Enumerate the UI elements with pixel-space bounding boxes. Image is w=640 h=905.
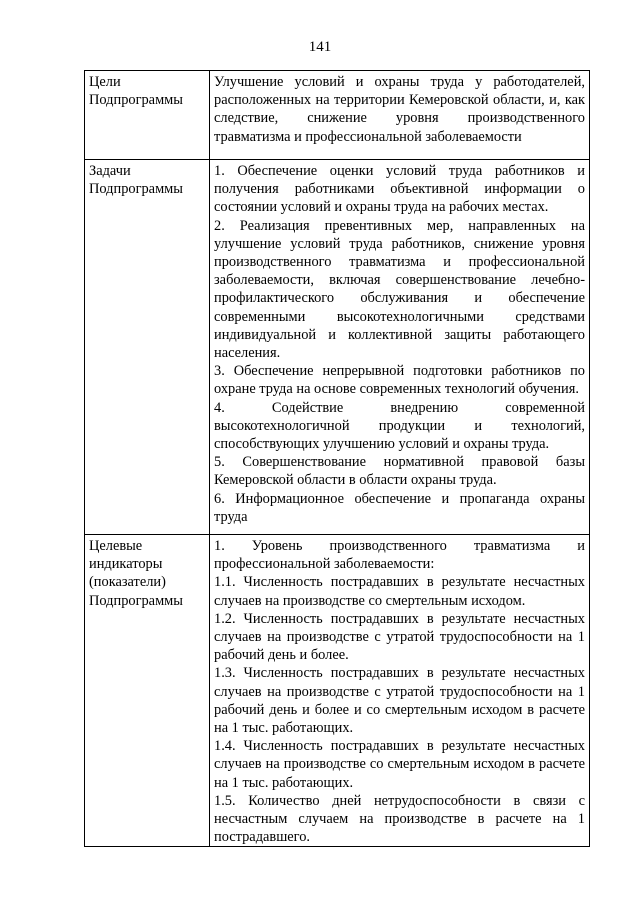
- indicator-item: 1. Уровень производственного травматизма и профессиональной заболеваемости:: [214, 538, 585, 573]
- row-label-line: индикаторы: [89, 556, 163, 573]
- table-row-goals: [85, 71, 590, 160]
- task-item: 4. Содействие внедрению современной высокотехнологичной продукции и технологий, способствующих улучшению условий и охраны труда.: [214, 399, 585, 453]
- page-number: 141: [308, 39, 332, 55]
- table-row-indicators: [85, 535, 590, 847]
- task-item: 3. Обеспечение непрерывной подготовки работников по охране труда на основе современных технологий обучения.: [214, 363, 585, 398]
- task-item: 2. Реализация превентивных мер, направленных на улучшение условий труда работников, снижение уровня производственного травматизма и профессиональной заболеваемости, включая совершенствование лечебно-профилактического обслуживания и обеспечение современными высокотехнологичными средствами индивидуальной и коллективной защиты работающего населения.: [214, 217, 585, 362]
- row-label-line: Подпрограммы: [89, 181, 183, 198]
- row-label-line: Задачи: [89, 163, 131, 179]
- paragraph: Улучшение условий и охраны труда у работодателей, расположенных на территории Кемеровской области, и, как следствие, снижение уровня производственного травматизма и профессиональной заболеваемости: [214, 74, 585, 145]
- table-row-tasks: [85, 160, 590, 535]
- task-item: 5. Совершенствование нормативной правовой базы Кемеровской области в области охраны труда.: [214, 454, 585, 489]
- task-item: 6. Информационное обеспечение и пропаганда охраны труда: [214, 490, 585, 525]
- row-label-line: Цели: [89, 74, 121, 90]
- row-content-tasks: [210, 160, 590, 535]
- row-label-goals: [85, 71, 210, 160]
- indicator-item: 1.4. Численность пострадавших в результате несчастных случаев на производстве со смертельным исходом в расчете на 1 тыс. работающих.: [214, 738, 585, 791]
- indicator-item: 1.3. Численность пострадавших в результате несчастных случаев на производстве с утратой трудоспособности на 1 рабочий день и более и со смертельным исходом в расчете на 1 тыс. работающих.: [214, 665, 585, 737]
- row-content-indicators: [210, 535, 590, 847]
- indicator-item: 1.5. Количество дней нетрудоспособности в связи с несчастным случаем на производстве в расчете на 1 пострадавшего.: [214, 792, 585, 846]
- subprogram-passport-table: [84, 70, 590, 847]
- row-label-tasks: [85, 160, 210, 535]
- task-item: 1. Обеспечение оценки условий труда работников и получения работниками объективной информации о состоянии условий и охраны труда на рабочих местах.: [214, 163, 585, 216]
- row-label-line: (показатели): [89, 574, 166, 591]
- row-label-indicators: [85, 535, 210, 847]
- row-content-goals: [210, 71, 590, 160]
- indicator-item: 1.2. Численность пострадавших в результате несчастных случаев на производстве с утратой трудоспособности на 1 рабочий день и более.: [214, 610, 585, 664]
- row-label-line: Целевые: [89, 538, 143, 554]
- row-label-line: Подпрограммы: [89, 92, 183, 109]
- indicator-item: 1.1. Численность пострадавших в результате несчастных случаев на производстве со смертельным исходом.: [214, 574, 585, 609]
- row-label-line: Подпрограммы: [89, 592, 183, 609]
